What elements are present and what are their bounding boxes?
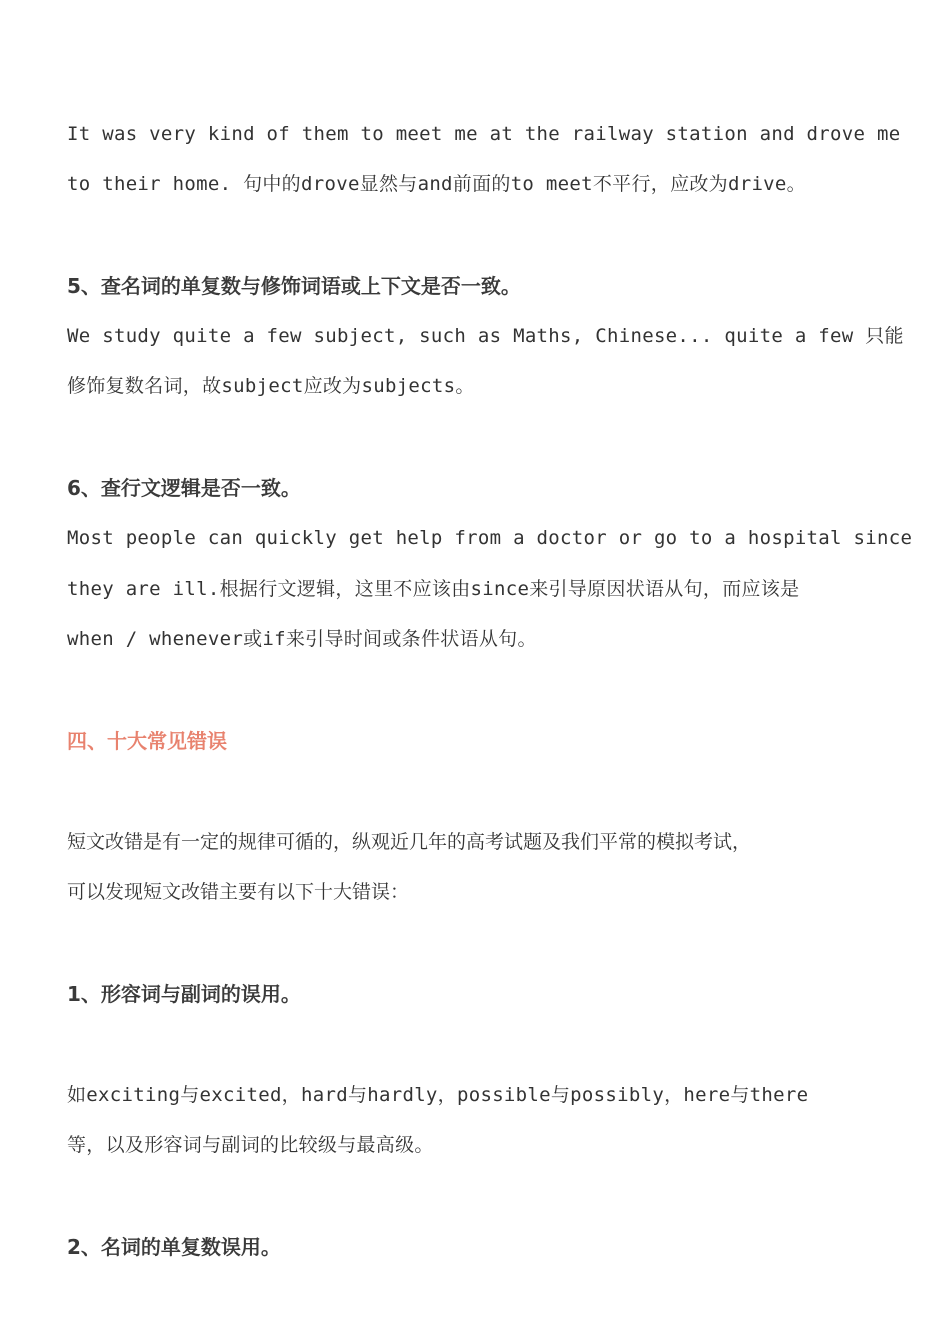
paragraph-logic-line-3: when / whenever或if来引导时间或条件状语从句。 (67, 628, 537, 650)
paragraph-parallel-line-2: to their home. 句中的drove显然与and前面的to meet不平行，应改为drive。 (67, 173, 806, 195)
paragraph-parallel-line-1: It was very kind of them to meet me at the railway station and drove me (67, 123, 901, 145)
paragraph-noun-number-line-2: 修饰复数名词，故subject应改为subjects。 (67, 375, 475, 397)
paragraph-logic-line-2: they are ill.根据行文逻辑，这里不应该由since来引导原因状语从句，而应该是 (67, 578, 800, 600)
heading-adjective-adverb-misuse: 1、形容词与副词的误用。 (67, 982, 301, 1006)
paragraph-intro-line-1: 短文改错是有一定的规律可循的，纵观近几年的高考试题及我们平常的模拟考试， (67, 831, 752, 853)
heading-check-logic: 6、查行文逻辑是否一致。 (67, 476, 301, 500)
section-heading-common-errors: 四、十大常见错误 (67, 729, 227, 753)
heading-check-noun-number: 5、查名词的单复数与修饰词语或上下文是否一致。 (67, 274, 521, 298)
heading-noun-number-misuse: 2、名词的单复数误用。 (67, 1235, 281, 1259)
paragraph-adjective-adverb-line-1: 如exciting与excited，hard与hardly，possible与possibly，here与there (67, 1084, 809, 1106)
paragraph-adjective-adverb-line-2: 等，以及形容词与副词的比较级与最高级。 (67, 1134, 434, 1156)
paragraph-intro-line-2: 可以发现短文改错主要有以下十大错误： (67, 881, 410, 903)
paragraph-logic-line-1: Most people can quickly get help from a doctor or go to a hospital since (67, 527, 913, 549)
paragraph-noun-number-line-1: We study quite a few subject, such as Maths, Chinese... quite a few 只能 (67, 325, 904, 347)
